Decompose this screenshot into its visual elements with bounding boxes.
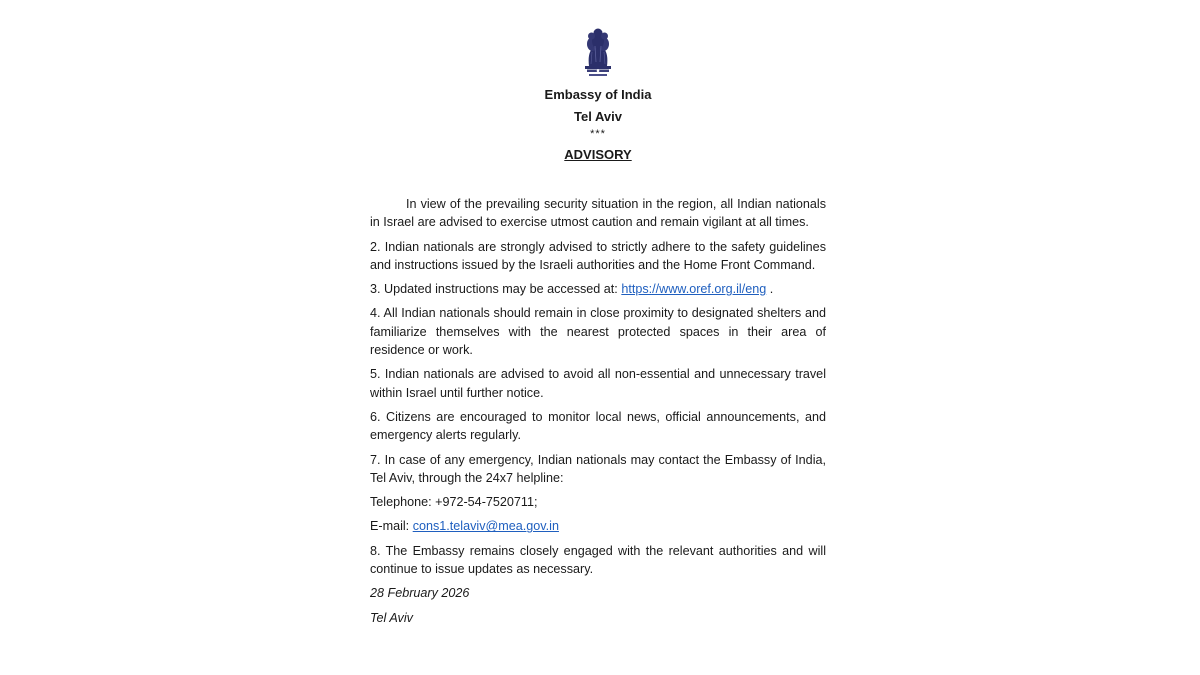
paragraph-3 — [370, 280, 826, 298]
paragraph-2: 2. Indian nationals are strongly advised to strictly adhere to the safety guidelines and instructions issued by the Israeli authorities and the Home Front Command. — [370, 239, 826, 272]
national-emblem-icon — [580, 22, 616, 80]
email-label: E-mail: — [370, 519, 413, 534]
advisory-document — [370, 22, 826, 633]
paragraph-3-text: 3. Updated instructions may be accessed at: — [370, 282, 622, 297]
advisory-title: ADVISORY — [564, 147, 632, 162]
embassy-city: Tel Aviv — [574, 109, 622, 124]
issue-date: 28 February 2026 — [370, 586, 470, 601]
paragraph-4: 4. All Indian nationals should remain in close proximity to designated shelters and familiarize themselves with the nearest protected spaces in their area of residence or work. — [370, 306, 826, 358]
embassy-name: Embassy of India — [544, 87, 652, 102]
paragraph-3-suffix: . — [766, 282, 774, 297]
paragraph-5: 5. Indian nationals are advised to avoid all non-essential and unnecessary travel within Israel until further notice. — [370, 367, 826, 400]
oref-link[interactable]: https://www.oref.org.il/eng — [621, 282, 767, 297]
issue-place: Tel Aviv — [370, 610, 413, 625]
telephone-line: Telephone: +972-54-7520711; — [370, 495, 538, 510]
paragraph-7: 7. In case of any emergency, Indian nationals may contact the Embassy of India, Tel Aviv, through the 24x7 helpline: — [370, 452, 826, 485]
separator: *** — [590, 128, 606, 140]
paragraph-1: In view of the prevailing security situation in the region, all Indian nationals in Israel are advised to exercise utmost caution and remain vigilant at all times. — [370, 197, 826, 230]
paragraph-6: 6. Citizens are encouraged to monitor local news, official announcements, and emergency alerts regularly. — [370, 409, 826, 443]
email-line — [370, 517, 826, 535]
email-link[interactable]: cons1.telaviv@mea.gov.in — [412, 519, 559, 534]
paragraph-8: 8. The Embassy remains closely engaged with the relevant authorities and will continue to issue updates as necessary. — [370, 543, 826, 577]
advisory-body — [370, 195, 826, 627]
